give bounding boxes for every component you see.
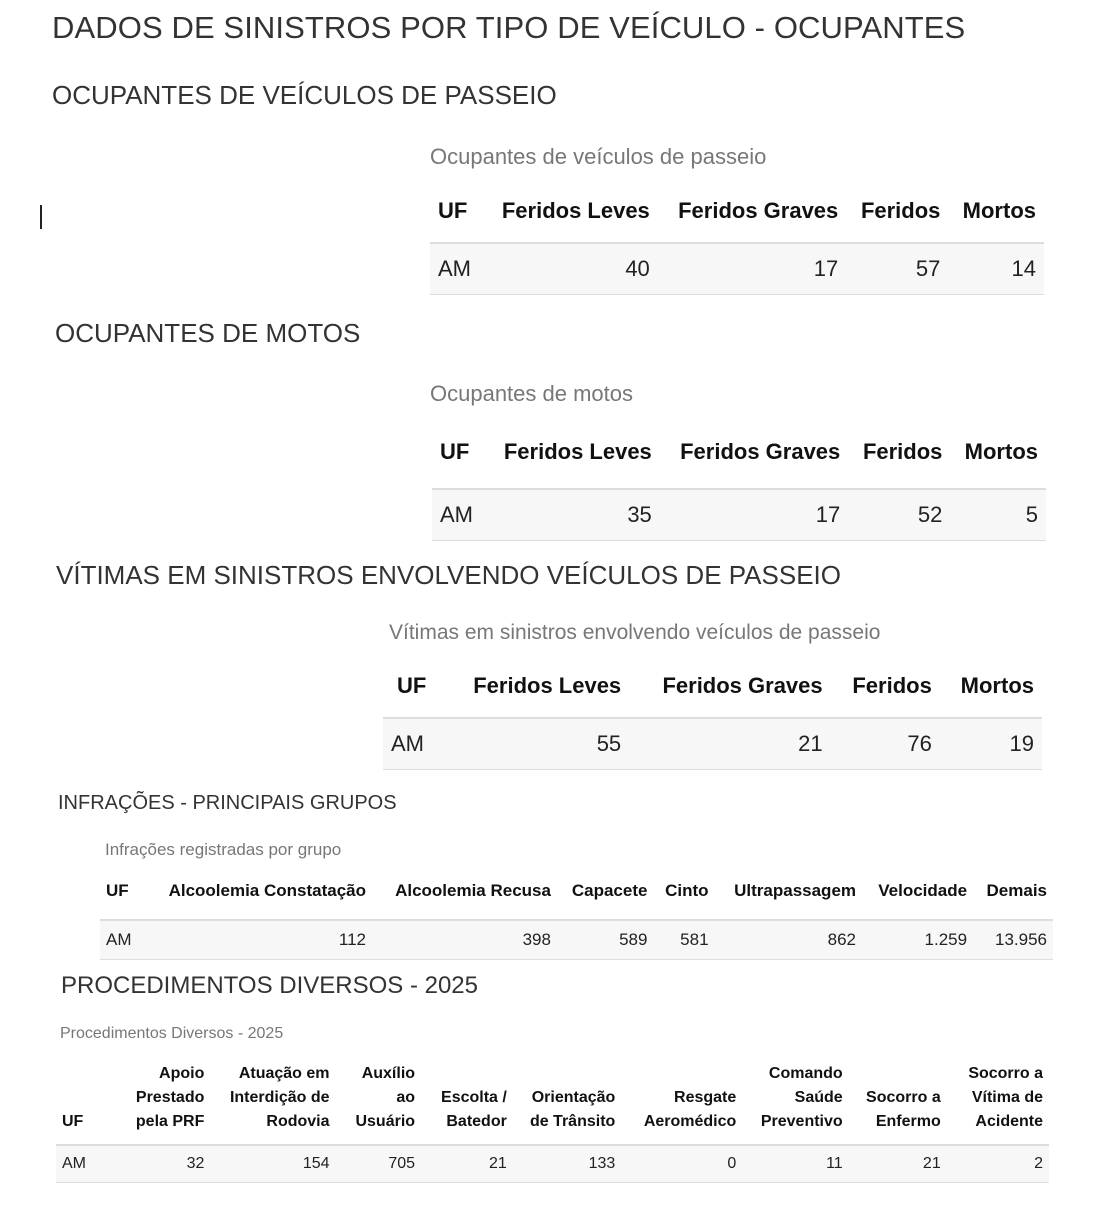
col-header-feridos: Feridos	[862, 439, 943, 464]
cell-ultrapassagem: 862	[827, 930, 857, 949]
col-header-uf: UF	[397, 673, 427, 698]
table-passeio	[430, 180, 1044, 295]
cell-auxilio-usuario: 705	[388, 1155, 416, 1172]
col-header-feridos-graves: Feridos Graves	[662, 673, 823, 698]
cell-demais: 13.956	[995, 930, 1047, 949]
col-header-feridos-graves: Feridos Graves	[678, 198, 839, 223]
col-header-uf: UF	[438, 198, 468, 223]
table-header-row	[100, 863, 1053, 920]
cell-socorro-vitima: 2	[1034, 1155, 1043, 1172]
section-heading-passeio: OCUPANTES DE VEÍCULOS DE PASSEIO	[52, 80, 557, 110]
caption-vitimas: Vítimas em sinistros envolvendo veículos de passeio	[389, 621, 881, 644]
cell-feridos: 52	[917, 502, 943, 527]
section-heading-procedimentos: PROCEDIMENTOS DIVERSOS - 2025	[61, 972, 478, 999]
cell-apoio-prestado: 32	[186, 1155, 205, 1172]
table-row	[432, 489, 1046, 541]
table-row	[56, 1145, 1049, 1183]
col-header-feridos-graves: Feridos Graves	[680, 439, 841, 464]
cell-uf: AM	[106, 930, 132, 949]
cell-uf: AM	[62, 1155, 86, 1172]
section-heading-motos: OCUPANTES DE MOTOS	[55, 318, 361, 348]
col-header-mortos: Mortos	[960, 673, 1034, 698]
cell-resgate-aeromedico: 0	[727, 1155, 737, 1172]
cell-uf: AM	[391, 731, 424, 756]
cell-feridos-graves: 17	[815, 502, 841, 527]
caption-infracoes: Infrações registradas por grupo	[105, 840, 342, 859]
col-header-feridos: Feridos	[852, 673, 932, 698]
cell-feridos-leves: 40	[625, 256, 650, 281]
col-header-mortos: Mortos	[964, 439, 1038, 464]
col-header-uf: UF	[440, 439, 470, 464]
cell-velocidade: 1.259	[924, 930, 968, 949]
cell-feridos: 57	[915, 256, 941, 281]
cell-atuacao-interdicao: 154	[302, 1155, 330, 1172]
section-heading-infracoes: INFRAÇÕES - PRINCIPAIS GRUPOS	[58, 792, 397, 814]
cell-escolta-batedor: 21	[489, 1155, 507, 1172]
cell-orientacao-transito: 133	[588, 1155, 616, 1172]
table-infracoes	[100, 863, 1053, 960]
cell-cinto: 581	[680, 930, 709, 949]
table-header-row	[56, 1058, 1049, 1145]
col-header-cinto: Cinto	[665, 881, 709, 900]
col-header-feridos-leves: Feridos Leves	[503, 439, 652, 464]
col-header-uf: UF	[62, 1113, 84, 1130]
col-header-comando-saude: Comando Saúde Preventivo	[760, 1065, 843, 1130]
text-cursor	[40, 205, 42, 229]
col-header-socorro-enfermo: Socorro a Enfermo	[866, 1089, 941, 1130]
col-header-feridos: Feridos	[860, 198, 941, 223]
table-motos	[432, 416, 1046, 541]
col-header-apoio-prestado: Apoio Prestado pela PRF	[135, 1065, 205, 1130]
col-header-alcoolemia-recusa: Alcoolemia Recusa	[395, 881, 551, 900]
cell-feridos-graves: 17	[813, 256, 839, 281]
col-header-feridos-leves: Feridos Leves	[501, 198, 650, 223]
col-header-velocidade: Velocidade	[878, 881, 968, 900]
cell-mortos: 14	[1011, 256, 1036, 281]
cell-alcoolemia-recusa: 398	[522, 930, 551, 949]
cell-mortos: 19	[1009, 731, 1034, 756]
table-header-row	[383, 655, 1042, 718]
cell-uf: AM	[438, 256, 471, 281]
caption-passeio: Ocupantes de veículos de passeio	[430, 144, 767, 169]
table-row	[430, 243, 1044, 295]
col-header-demais: Demais	[986, 881, 1047, 900]
cell-feridos-graves: 21	[798, 731, 823, 756]
table-row	[100, 920, 1053, 960]
cell-comando-saude: 11	[826, 1155, 843, 1172]
page-title: DADOS DE SINISTROS POR TIPO DE VEÍCULO - OCUPANTES	[52, 10, 966, 45]
cell-feridos-leves: 55	[596, 731, 622, 756]
col-header-socorro-vitima: Socorro a Vítima de Acidente	[968, 1065, 1043, 1130]
col-header-mortos: Mortos	[962, 198, 1036, 223]
col-header-escolta-batedor: Escolta / Batedor	[441, 1089, 507, 1130]
col-header-alcoolemia-constatacao: Alcoolemia Constatação	[168, 881, 367, 900]
col-header-capacete: Capacete	[571, 881, 648, 900]
table-row	[383, 718, 1042, 770]
cell-uf: AM	[440, 502, 473, 527]
col-header-ultrapassagem: Ultrapassagem	[734, 881, 857, 900]
caption-motos: Ocupantes de motos	[430, 381, 634, 406]
section-heading-vitimas: VÍTIMAS EM SINISTROS ENVOLVENDO VEÍCULOS DE PASSEIO	[56, 560, 841, 590]
cell-mortos: 5	[1025, 502, 1038, 527]
table-vitimas	[383, 655, 1042, 770]
table-header-row	[430, 180, 1044, 243]
cell-feridos-leves: 35	[627, 502, 652, 527]
cell-socorro-enfermo: 21	[922, 1155, 941, 1172]
col-header-atuacao-interdicao: Atuação em Interdição de Rodovia	[229, 1065, 330, 1130]
caption-procedimentos: Procedimentos Diversos - 2025	[60, 1025, 284, 1042]
col-header-auxilio-usuario: Auxílio ao Usuário	[355, 1065, 416, 1130]
col-header-uf: UF	[106, 881, 129, 900]
col-header-resgate-aeromedico: Resgate Aeromédico	[643, 1089, 737, 1130]
col-header-orientacao-transito: Orientação de Trânsito	[529, 1089, 616, 1130]
cell-feridos: 76	[907, 731, 932, 756]
table-procedimentos	[56, 1058, 1049, 1183]
cell-alcoolemia-constatacao: 112	[338, 930, 367, 949]
cell-capacete: 589	[619, 930, 648, 949]
col-header-feridos-leves: Feridos Leves	[473, 673, 622, 698]
table-header-row	[432, 416, 1046, 489]
